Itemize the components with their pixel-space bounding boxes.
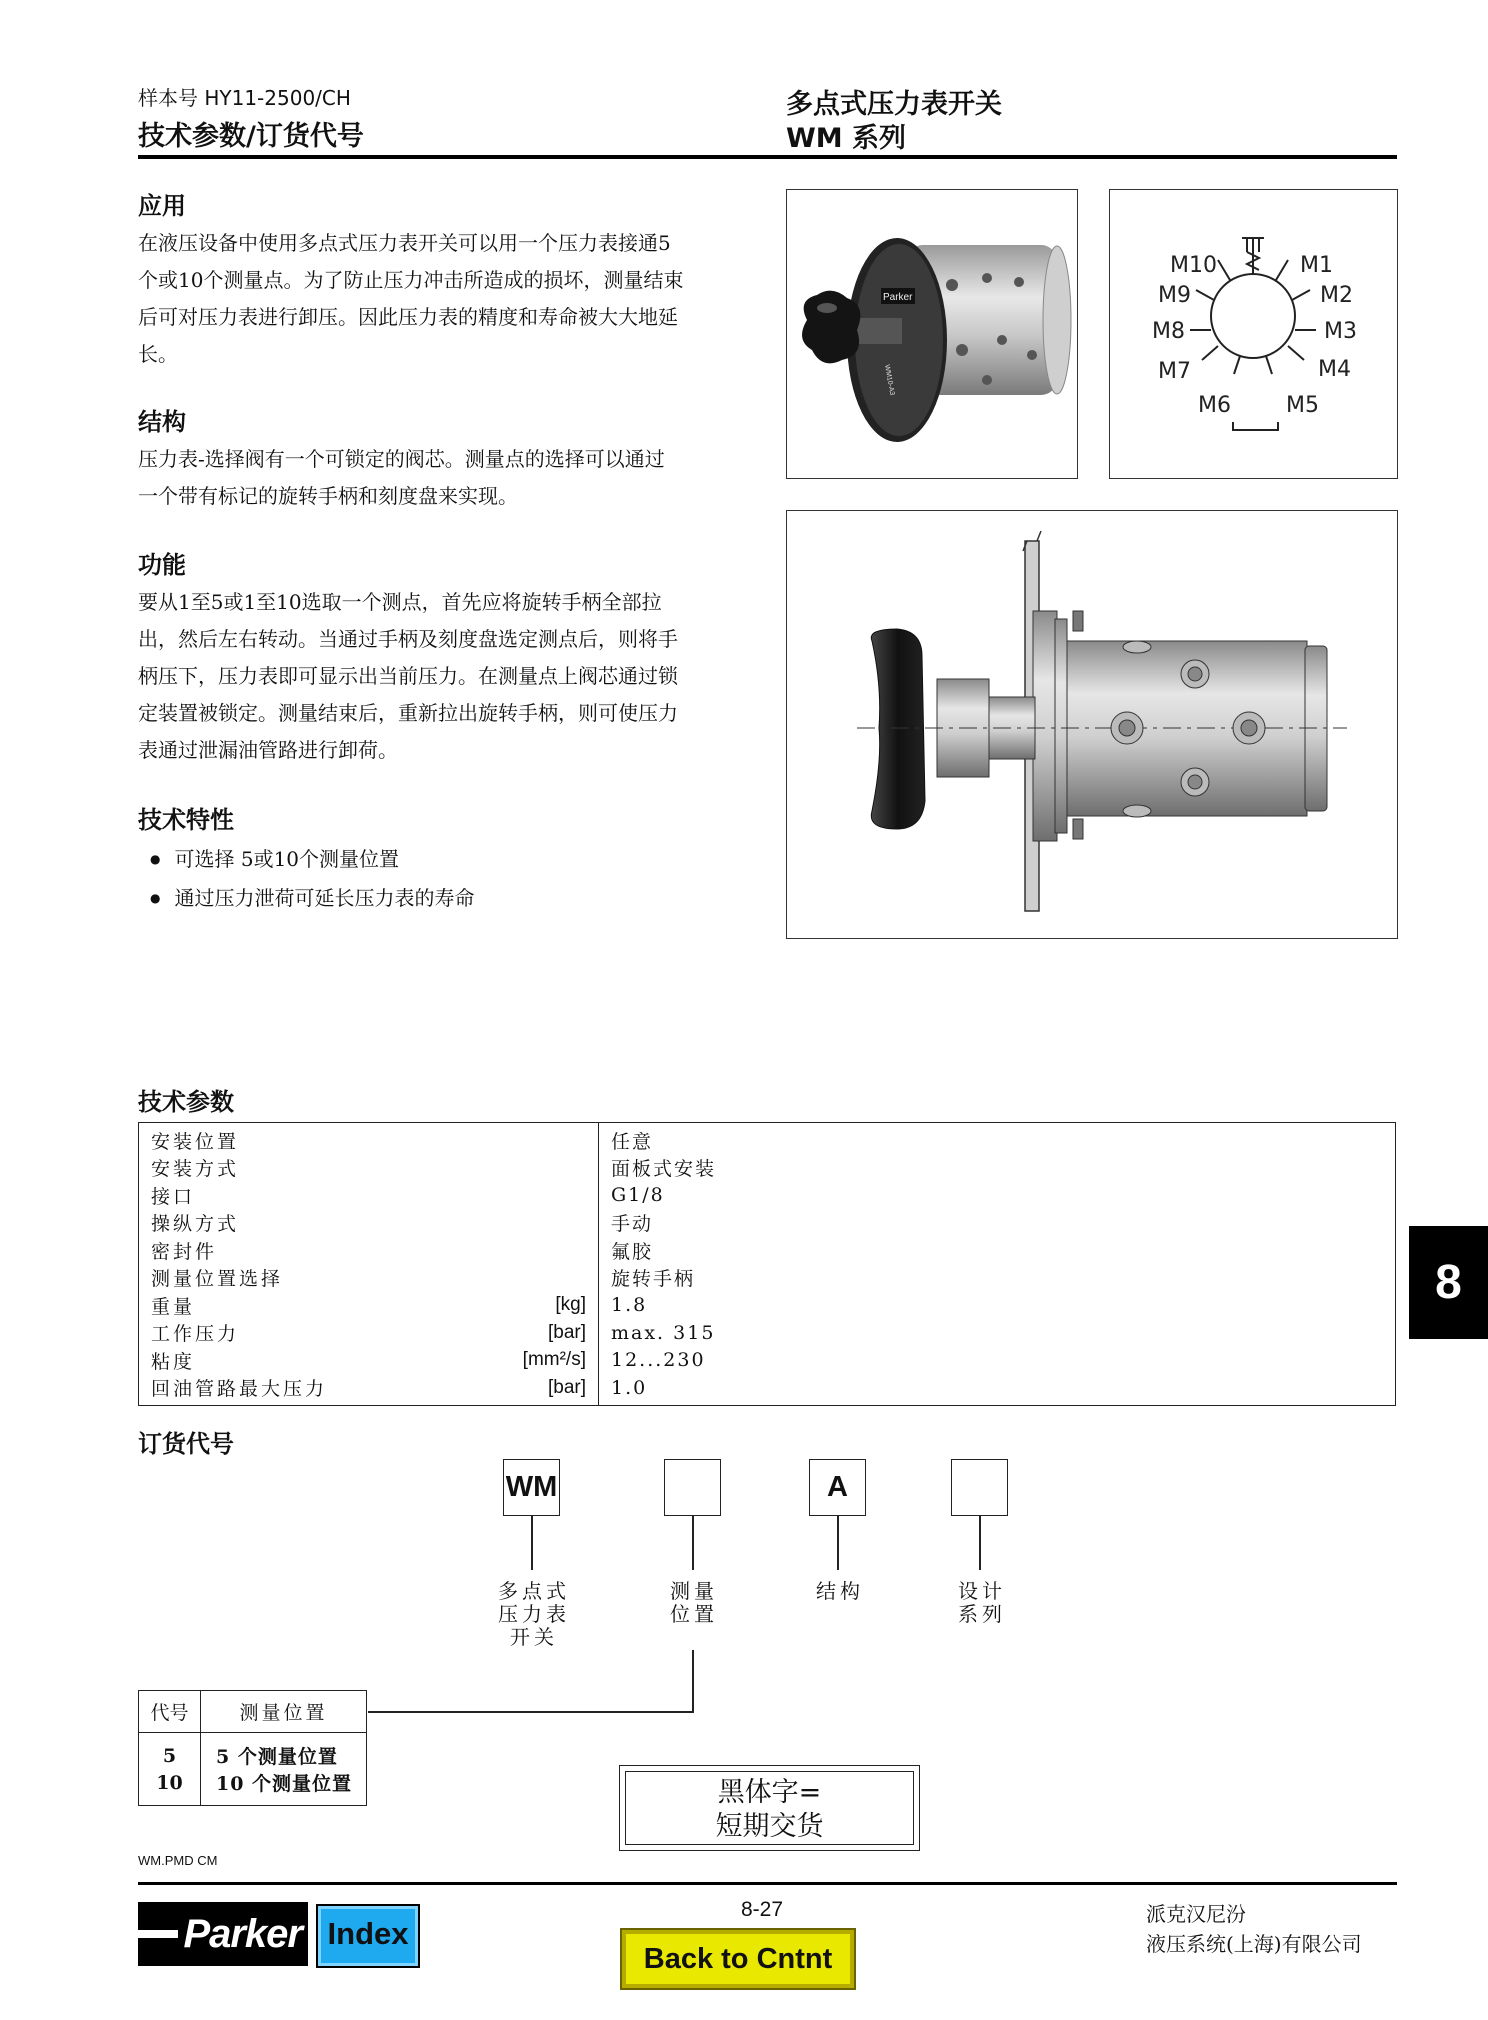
- param-unit: [469, 1237, 599, 1265]
- points-desc: 10 个测量位置: [216, 1773, 353, 1795]
- structure-line: 一个带有标记的旋转手柄和刻度盘来实现。: [138, 484, 518, 508]
- table-row: [139, 1154, 1396, 1182]
- param-name: 粘度: [151, 1350, 196, 1373]
- points-table: [138, 1690, 367, 1806]
- note-line: 短期交货: [715, 1811, 824, 1842]
- function-line: 要从1至5或1至10选取一个测点，首先应将旋转手柄全部拉: [138, 590, 662, 614]
- index-button[interactable]: Index: [316, 1904, 420, 1968]
- code-label-line: 位置: [670, 1602, 718, 1626]
- dial-label-m9: M9: [1158, 283, 1191, 308]
- table-row: [139, 1319, 1396, 1347]
- param-unit: [469, 1123, 599, 1155]
- table-row: [139, 1347, 1396, 1375]
- dial-label-m7: M7: [1158, 359, 1191, 384]
- application-section: [138, 186, 758, 373]
- dial-label-m2: M2: [1320, 283, 1353, 308]
- code-box-wm: WM: [503, 1459, 560, 1516]
- structure-section: [138, 402, 758, 515]
- param-unit: [bar]: [469, 1374, 599, 1406]
- param-value: 1.0: [611, 1376, 648, 1399]
- back-to-content-button[interactable]: [620, 1928, 856, 1990]
- code-label-series: [922, 1580, 1042, 1626]
- param-name: 接口: [151, 1185, 196, 1208]
- param-value: 手动: [611, 1213, 654, 1236]
- product-photo: [786, 189, 1078, 479]
- application-line: 个或10个测量点。为了防止压力冲击所造成的损坏，测量结束: [138, 268, 684, 292]
- code-box-a: A: [809, 1459, 866, 1516]
- param-name: 重量: [151, 1295, 196, 1318]
- param-value: G1/8: [611, 1184, 665, 1207]
- param-unit: [mm²/s]: [469, 1347, 599, 1375]
- code-connector: [531, 1516, 533, 1570]
- application-line: 在液压设备中使用多点式压力表开关可以用一个压力表接通5: [138, 231, 671, 255]
- param-value: 面板式安装: [611, 1158, 717, 1181]
- code-label-points: [634, 1580, 754, 1626]
- dial-label-m3: M3: [1324, 319, 1357, 344]
- application-text: [138, 225, 758, 373]
- table-row: [139, 1123, 1396, 1155]
- structure-title: 结构: [138, 408, 186, 436]
- function-line: 定装置被锁定。测量结束后，重新拉出旋转手柄，则可使压力: [138, 701, 678, 725]
- page-number: 8-27: [741, 1898, 784, 1921]
- page-title: 技术参数/订货代号: [138, 121, 364, 152]
- dial-schematic: [1110, 190, 1399, 480]
- feature-item: ● 可选择 5或10个测量位置: [150, 843, 474, 872]
- valve-side-view: [787, 511, 1399, 940]
- code-label-structure: [780, 1580, 900, 1603]
- dial-label-m5: M5: [1286, 393, 1319, 418]
- code-label-line: 测量: [670, 1579, 718, 1603]
- feature-item: ● 通过压力泄荷可延长压力表的寿命: [150, 882, 474, 911]
- param-unit: [469, 1264, 599, 1292]
- table-row: [139, 1182, 1396, 1210]
- dial-label-m6: M6: [1198, 393, 1231, 418]
- company-name: 派克汉尼汾: [1146, 1902, 1246, 1926]
- dial-label-m8: M8: [1152, 319, 1185, 344]
- code-label-line: 多点式: [498, 1579, 570, 1603]
- chapter-tab: 8: [1409, 1226, 1488, 1339]
- code-label-line: 开关: [510, 1625, 558, 1649]
- photo-brand-text: Parker: [883, 292, 913, 303]
- param-value: 12...230: [611, 1349, 706, 1372]
- table-row: [139, 1733, 367, 1770]
- function-text: [138, 584, 758, 769]
- code-connector: [692, 1516, 694, 1570]
- table-row: [139, 1237, 1396, 1265]
- structure-line: 压力表-选择阀有一个可锁定的阀芯。测量点的选择可以通过: [138, 447, 665, 471]
- application-line: 长。: [138, 342, 178, 366]
- param-value: max. 315: [611, 1321, 716, 1344]
- tech-params-table: [138, 1122, 1396, 1406]
- points-code: 10: [139, 1769, 201, 1806]
- code-label-line: 系列: [958, 1602, 1006, 1626]
- features-section: [138, 800, 474, 911]
- param-name: 回油管路最大压力: [151, 1378, 328, 1400]
- bold-note-box: [619, 1765, 920, 1851]
- valve-photo-illustration: [787, 190, 1078, 479]
- table-row: [139, 1374, 1396, 1406]
- param-value: 氟胶: [611, 1240, 654, 1263]
- dial-diagram: [1109, 189, 1398, 479]
- bold-note-text: [625, 1771, 914, 1845]
- logo-text: Parker: [183, 1912, 302, 1956]
- function-line: 柄压下，压力表即可显示出当前压力。在测量点上阀芯通过锁: [138, 664, 678, 688]
- code-connector: [979, 1516, 981, 1570]
- code-label-line: 压力表: [498, 1602, 570, 1626]
- param-unit: [469, 1209, 599, 1237]
- function-line: 出，然后左右转动。当通过手柄及刻度盘选定测点后，则将手: [138, 627, 678, 651]
- table-row: [139, 1769, 367, 1806]
- function-section: [138, 545, 758, 769]
- points-connector: [692, 1650, 694, 1712]
- order-code-title: 订货代号: [138, 1430, 234, 1458]
- param-unit: [469, 1154, 599, 1182]
- header-rule: [138, 155, 1397, 159]
- parker-logo[interactable]: [138, 1902, 308, 1966]
- features-title: 技术特性: [138, 806, 234, 834]
- product-series: WM 系列: [786, 123, 907, 154]
- points-code: 5: [139, 1733, 201, 1770]
- param-value: 任意: [611, 1131, 654, 1153]
- table-row: [139, 1264, 1396, 1292]
- code-label-wm: [474, 1580, 594, 1649]
- code-connector: [837, 1516, 839, 1570]
- param-name: 安装位置: [151, 1131, 240, 1153]
- sample-number: 样本号 HY11-2500/CH: [138, 86, 351, 110]
- table-row: [139, 1691, 367, 1733]
- param-unit: [469, 1182, 599, 1210]
- code-box-series: [951, 1459, 1008, 1516]
- code-box-points: [664, 1459, 721, 1516]
- company-subname: 液压系统(上海)有限公司: [1146, 1932, 1362, 1956]
- structure-text: [138, 441, 758, 515]
- function-title: 功能: [138, 551, 186, 579]
- tech-params-title: 技术参数: [138, 1088, 234, 1116]
- param-value: 1.8: [611, 1294, 648, 1317]
- points-connector: [368, 1711, 694, 1713]
- param-unit: [bar]: [469, 1319, 599, 1347]
- file-code: WM.PMD CM: [138, 1853, 218, 1868]
- application-line: 后可对压力表进行卸压。因此压力表的精度和寿命被大大地延: [138, 305, 678, 329]
- footer-rule: [138, 1882, 1397, 1885]
- points-header-desc: 测量位置: [201, 1691, 367, 1733]
- param-name: 操纵方式: [151, 1213, 240, 1236]
- param-unit: [kg]: [469, 1292, 599, 1320]
- application-title: 应用: [138, 192, 186, 220]
- table-row: [139, 1209, 1396, 1237]
- note-line: 黑体字=: [717, 1777, 822, 1808]
- param-name: 工作压力: [151, 1323, 240, 1346]
- table-row: [139, 1292, 1396, 1320]
- function-line: 表通过泄漏油管路进行卸荷。: [138, 738, 398, 762]
- param-value: 旋转手柄: [611, 1268, 696, 1291]
- dial-label-m1: M1: [1300, 253, 1333, 278]
- dial-label-m4: M4: [1318, 357, 1351, 382]
- back-button-label: Back to Cntnt: [626, 1934, 850, 1984]
- points-desc: 5 个测量位置: [216, 1746, 338, 1768]
- code-label-line: 结构: [816, 1579, 864, 1603]
- logo-stripe: [138, 1930, 178, 1938]
- product-title: 多点式压力表开关: [786, 89, 1002, 120]
- param-name: 密封件: [151, 1240, 218, 1263]
- code-label-line: 设计: [958, 1579, 1006, 1603]
- param-name: 测量位置选择: [151, 1268, 284, 1291]
- param-name: 安装方式: [151, 1158, 240, 1181]
- points-header-code: 代号: [139, 1691, 201, 1733]
- dial-label-m10: M10: [1170, 253, 1217, 278]
- side-view-drawing: [786, 510, 1398, 939]
- photo-model-text: WM10-A3: [883, 364, 896, 396]
